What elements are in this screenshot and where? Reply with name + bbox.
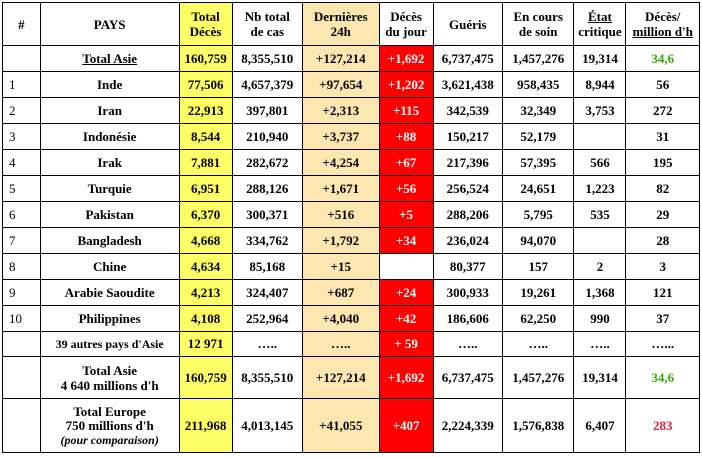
row-total-deaths: 6,951 <box>179 176 232 202</box>
row-active: 62,250 <box>503 306 574 332</box>
total-europe-label: Total Europe 750 millions d'h (pour comparaison) <box>40 399 179 453</box>
row-country: Bangladesh <box>40 228 179 254</box>
total-asia-bottom-cases: 8,355,510 <box>232 357 302 399</box>
row-total-cases: 252,964 <box>232 306 302 332</box>
row-deaths-day <box>379 254 433 280</box>
row-active: 52,179 <box>503 124 574 150</box>
row-per-million: 56 <box>626 72 700 98</box>
row-per-million: 195 <box>626 150 700 176</box>
row-total-deaths: 4,634 <box>179 254 232 280</box>
row-total-cases: 397,801 <box>232 98 302 124</box>
total-asia-active: 1,457,276 <box>503 46 574 72</box>
total-asia-bottom-deaths: 160,759 <box>179 357 232 399</box>
row-last-24h: +2,313 <box>303 98 380 124</box>
row-country: Philippines <box>40 306 179 332</box>
header-per-million: Décès/ million d'h <box>626 3 700 46</box>
row-critical: 3,753 <box>574 98 626 124</box>
row-total-cases: 85,168 <box>232 254 302 280</box>
header-last-24h: Dernières 24h <box>303 3 380 46</box>
row-last-24h: +3,737 <box>303 124 380 150</box>
table-row <box>3 124 700 150</box>
row-total-deaths: 7,881 <box>179 150 232 176</box>
header-total-cases: Nb total de cas <box>232 3 302 46</box>
row-index: 10 <box>3 306 41 332</box>
row-critical: 566 <box>574 150 626 176</box>
row-index: 9 <box>3 280 41 306</box>
row-country: Indonésie <box>40 124 179 150</box>
row-index: 7 <box>3 228 41 254</box>
header-deaths-day: Décès du jour <box>379 3 433 46</box>
row-critical: 990 <box>574 306 626 332</box>
row-total-deaths: 6,370 <box>179 202 232 228</box>
others-deaths-day: + 59 <box>379 332 433 357</box>
total-europe-active: 1,576,838 <box>503 399 574 453</box>
table-row <box>3 254 700 280</box>
row-total-deaths: 4,668 <box>179 228 232 254</box>
row-per-million: 272 <box>626 98 700 124</box>
header-row <box>3 3 700 46</box>
row-last-24h: +516 <box>303 202 380 228</box>
total-asia-bottom-active: 1,457,276 <box>503 357 574 399</box>
row-per-million: 3 <box>626 254 700 280</box>
row-recovered: 300,933 <box>433 280 502 306</box>
total-asia-deaths: 160,759 <box>179 46 232 72</box>
header-country: PAYS <box>40 3 179 46</box>
row-per-million: 121 <box>626 280 700 306</box>
row-per-million: 28 <box>626 228 700 254</box>
row-last-24h: +1,792 <box>303 228 380 254</box>
row-critical: 1,223 <box>574 176 626 202</box>
total-asia-critical: 19,314 <box>574 46 626 72</box>
total-asia-bottom-last24: +127,214 <box>303 357 380 399</box>
row-deaths-day: +88 <box>379 124 433 150</box>
others-last24: ….. <box>303 332 380 357</box>
row-index: 8 <box>3 254 41 280</box>
row-last-24h: +4,254 <box>303 150 380 176</box>
row-last-24h: +97,654 <box>303 72 380 98</box>
row-recovered: 217,396 <box>433 150 502 176</box>
row-total-deaths: 4,108 <box>179 306 232 332</box>
total-europe-cases: 4,013,145 <box>232 399 302 453</box>
total-asia-bottom-deaths-day: +1,692 <box>379 357 433 399</box>
row-per-million: 37 <box>626 306 700 332</box>
table-row <box>3 306 700 332</box>
row-country: Turquie <box>40 176 179 202</box>
total-asia-label: Total Asie <box>40 46 179 72</box>
total-europe-row <box>3 399 700 453</box>
row-country: Arabie Saoudite <box>40 280 179 306</box>
others-per-million: …... <box>626 332 700 357</box>
country-rows <box>3 72 700 332</box>
total-asia-bottom-per-million: 34,6 <box>626 357 700 399</box>
row-country: Iran <box>40 98 179 124</box>
row-total-cases: 334,762 <box>232 228 302 254</box>
row-index: 6 <box>3 202 41 228</box>
row-deaths-day: +67 <box>379 150 433 176</box>
row-country: Chine <box>40 254 179 280</box>
row-last-24h: +687 <box>303 280 380 306</box>
row-deaths-day: +34 <box>379 228 433 254</box>
others-cases: ….. <box>232 332 302 357</box>
total-europe-deaths-day: +407 <box>379 399 433 453</box>
header-critical: État critique <box>574 3 626 46</box>
row-active: 24,651 <box>503 176 574 202</box>
total-europe-last24: +41,055 <box>303 399 380 453</box>
row-per-million: 29 <box>626 202 700 228</box>
row-recovered: 150,217 <box>433 124 502 150</box>
header-recovered: Guéris <box>433 3 502 46</box>
row-deaths-day: +1,202 <box>379 72 433 98</box>
total-asia-per-million: 34,6 <box>626 46 700 72</box>
total-europe-recovered: 2,224,339 <box>433 399 502 453</box>
row-recovered: 186,606 <box>433 306 502 332</box>
row-deaths-day: +24 <box>379 280 433 306</box>
total-europe-deaths: 211,968 <box>179 399 232 453</box>
row-active: 958,435 <box>503 72 574 98</box>
total-asia-bottom-row <box>3 357 700 399</box>
others-label: 39 autres pays d'Asie <box>40 332 179 357</box>
total-asia-recovered: 6,737,475 <box>433 46 502 72</box>
row-critical <box>574 124 626 150</box>
row-index: 1 <box>3 72 41 98</box>
row-active: 94,070 <box>503 228 574 254</box>
table-row <box>3 72 700 98</box>
row-deaths-day: +5 <box>379 202 433 228</box>
row-critical: 1,368 <box>574 280 626 306</box>
row-deaths-day: +115 <box>379 98 433 124</box>
row-recovered: 256,524 <box>433 176 502 202</box>
row-critical: 535 <box>574 202 626 228</box>
row-country: Inde <box>40 72 179 98</box>
row-active: 32,349 <box>503 98 574 124</box>
total-europe-per-million: 283 <box>626 399 700 453</box>
row-active: 57,395 <box>503 150 574 176</box>
row-country: Pakistan <box>40 202 179 228</box>
total-asia-bottom-critical: 19,314 <box>574 357 626 399</box>
row-recovered: 80,377 <box>433 254 502 280</box>
table-row <box>3 228 700 254</box>
row-deaths-day: +56 <box>379 176 433 202</box>
total-asia-cases: 8,355,510 <box>232 46 302 72</box>
header-index: # <box>3 3 41 46</box>
row-total-cases: 210,940 <box>232 124 302 150</box>
total-asia-bottom-recovered: 6,737,475 <box>433 357 502 399</box>
row-country: Irak <box>40 150 179 176</box>
row-index: 3 <box>3 124 41 150</box>
row-active: 157 <box>503 254 574 280</box>
table-row <box>3 176 700 202</box>
row-total-deaths: 4,213 <box>179 280 232 306</box>
row-total-cases: 288,126 <box>232 176 302 202</box>
total-asia-deaths-day: +1,692 <box>379 46 433 72</box>
row-per-million: 82 <box>626 176 700 202</box>
total-asia-last24: +127,214 <box>303 46 380 72</box>
table-row <box>3 202 700 228</box>
row-total-cases: 324,407 <box>232 280 302 306</box>
row-total-deaths: 77,506 <box>179 72 232 98</box>
others-row <box>3 332 700 357</box>
row-recovered: 3,621,438 <box>433 72 502 98</box>
header-active: En cours de soin <box>503 3 574 46</box>
total-asia-top-row <box>3 46 700 72</box>
row-recovered: 288,206 <box>433 202 502 228</box>
total-asia-bottom-label: Total Asie 4 640 millions d'h <box>40 357 179 399</box>
row-recovered: 236,024 <box>433 228 502 254</box>
table-row <box>3 150 700 176</box>
row-recovered: 342,539 <box>433 98 502 124</box>
row-last-24h: +15 <box>303 254 380 280</box>
covid-asia-table <box>2 2 700 453</box>
row-last-24h: +4,040 <box>303 306 380 332</box>
row-per-million: 31 <box>626 124 700 150</box>
others-active: ….. <box>503 332 574 357</box>
row-total-cases: 282,672 <box>232 150 302 176</box>
row-active: 5,795 <box>503 202 574 228</box>
row-index: 4 <box>3 150 41 176</box>
row-deaths-day: +42 <box>379 306 433 332</box>
row-index: 5 <box>3 176 41 202</box>
row-total-deaths: 8,544 <box>179 124 232 150</box>
others-recovered: ….. <box>433 332 502 357</box>
row-active: 19,261 <box>503 280 574 306</box>
table-row <box>3 98 700 124</box>
row-critical <box>574 228 626 254</box>
row-total-cases: 4,657,379 <box>232 72 302 98</box>
total-europe-critical: 6,407 <box>574 399 626 453</box>
others-deaths: 12 971 <box>179 332 232 357</box>
row-critical: 2 <box>574 254 626 280</box>
table-row <box>3 280 700 306</box>
header-total-deaths: Total Décès <box>179 3 232 46</box>
others-critical: ….. <box>574 332 626 357</box>
row-last-24h: +1,671 <box>303 176 380 202</box>
row-index: 2 <box>3 98 41 124</box>
row-critical: 8,944 <box>574 72 626 98</box>
row-total-deaths: 22,913 <box>179 98 232 124</box>
row-total-cases: 300,371 <box>232 202 302 228</box>
